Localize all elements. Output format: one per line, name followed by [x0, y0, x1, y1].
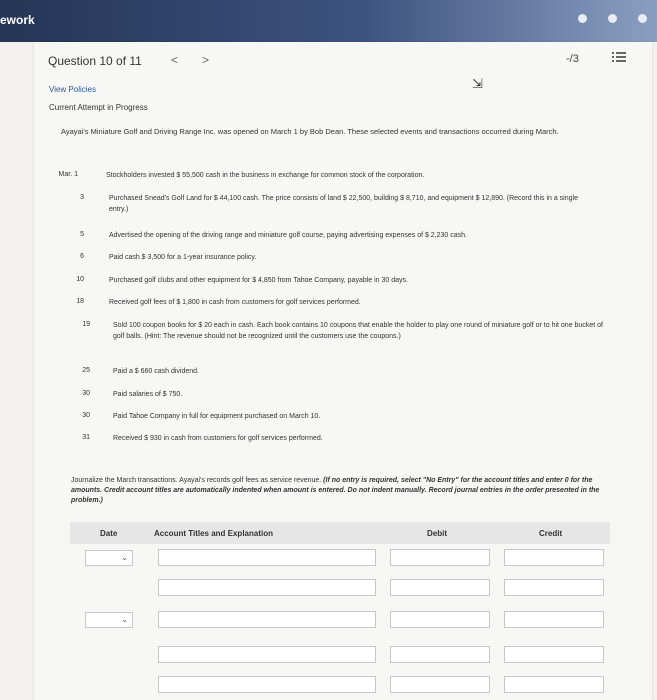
attempt-status: Current Attempt in Progress — [49, 103, 148, 112]
transaction-date: 30 — [82, 390, 90, 397]
next-question-button[interactable]: > — [202, 53, 210, 67]
transaction-text: Advertised the opening of the driving range and miniature golf course, paying advertising expenses of $ 2,230 cash. — [109, 232, 468, 239]
brand-title: ework — [0, 13, 35, 27]
credit-input[interactable] — [504, 611, 604, 628]
mouse-cursor-icon: ⇲ — [472, 76, 483, 91]
debit-input[interactable] — [390, 611, 490, 628]
credit-input[interactable] — [504, 676, 604, 693]
transaction-text: Paid a $ 660 cash dividend. — [113, 368, 200, 375]
transaction-text: Paid salaries of $ 750. — [113, 391, 183, 398]
account-title-input[interactable] — [158, 611, 376, 628]
transaction-date: 19 — [82, 321, 90, 328]
transaction-date: Mar. 1 — [58, 171, 78, 178]
transaction-text: Received golf fees of $ 1,800 in cash from customers for golf services performed. — [109, 299, 361, 306]
column-debit: Debit — [427, 529, 447, 538]
column-date: Date — [100, 529, 118, 538]
instructions-text: Journalize the March transactions. Ayayai's records golf fees as service revenue. — [71, 477, 324, 484]
header-icon[interactable] — [578, 14, 587, 23]
journal-table-header — [70, 522, 610, 544]
date-select[interactable] — [85, 612, 133, 628]
account-title-input[interactable] — [158, 676, 376, 693]
transaction-text: Purchased golf clubs and other equipment for $ 4,850 from Tahoe Company, payable in 30 days. — [109, 277, 408, 284]
column-credit: Credit — [539, 529, 563, 538]
debit-input[interactable] — [390, 676, 490, 693]
question-score: -/3 — [566, 53, 579, 65]
transaction-text: Received $ 930 in cash from customers for golf services performed. — [113, 435, 323, 442]
transaction-date: 3 — [80, 194, 84, 201]
header-icon[interactable] — [638, 14, 647, 23]
debit-input[interactable] — [390, 646, 490, 663]
transaction-text: Paid Tahoe Company in full for equipment purchased on March 10. — [113, 413, 321, 420]
problem-intro: Ayayai's Miniature Golf and Driving Range Inc. was opened on March 1 by Bob Dean. These selected events and transactions occurred during March. — [61, 127, 559, 136]
instructions-emphasis: (If no entry is required, select "No Entry" for the account titles and enter 0 for the amounts. Credit account titles are automatically indented when amount is entered. Do not indent manually. Record journal entries in the order presented in the problem.) — [71, 477, 600, 504]
transaction-text: Sold 100 coupon books for $ 20 each in cash. Each book contains 10 coupons that enable the holder to play one round of miniature golf or to hit one bucket of golf balls. (Hint: The revenue should not be recognized until the customers use the coupons.) — [113, 322, 603, 340]
debit-input[interactable] — [390, 549, 490, 566]
account-title-input[interactable] — [158, 549, 376, 566]
transaction-text: Stockholders invested $ 55,500 cash in the business in exchange for common stock of the corporation. — [106, 172, 425, 179]
transaction-date: 5 — [80, 231, 84, 238]
transaction-date: 6 — [80, 253, 84, 260]
column-account: Account Titles and Explanation — [154, 529, 273, 538]
credit-input[interactable] — [504, 579, 604, 596]
instructions — [71, 476, 611, 506]
header-icon[interactable] — [608, 14, 617, 23]
account-title-input[interactable] — [158, 579, 376, 596]
chevron-down-icon: ⌄ — [121, 553, 128, 562]
transaction-text: Purchased Snead's Golf Land for $ 44,100 cash. The price consists of land $ 22,500, building $ 8,710, and equipment $ 12,890. (Record this in a single entry.) — [109, 195, 578, 213]
question-list-icon[interactable] — [612, 52, 626, 64]
transaction-date: 10 — [76, 276, 84, 283]
account-title-input[interactable] — [158, 646, 376, 663]
debit-input[interactable] — [390, 579, 490, 596]
credit-input[interactable] — [504, 549, 604, 566]
question-counter: Question 10 of 11 — [48, 54, 142, 68]
transaction-text: Paid cash $ 3,500 for a 1-year insurance policy. — [109, 254, 257, 261]
transaction-date: 31 — [82, 434, 90, 441]
question-panel — [34, 42, 652, 700]
date-select[interactable] — [85, 550, 133, 566]
top-header — [0, 0, 657, 42]
chevron-down-icon: ⌄ — [121, 615, 128, 624]
transaction-date: 18 — [76, 298, 84, 305]
transaction-date: 25 — [82, 367, 90, 374]
transaction-date: 30 — [82, 412, 90, 419]
previous-question-button[interactable]: < — [171, 53, 179, 67]
credit-input[interactable] — [504, 646, 604, 663]
view-policies-link[interactable]: View Policies — [49, 85, 96, 94]
